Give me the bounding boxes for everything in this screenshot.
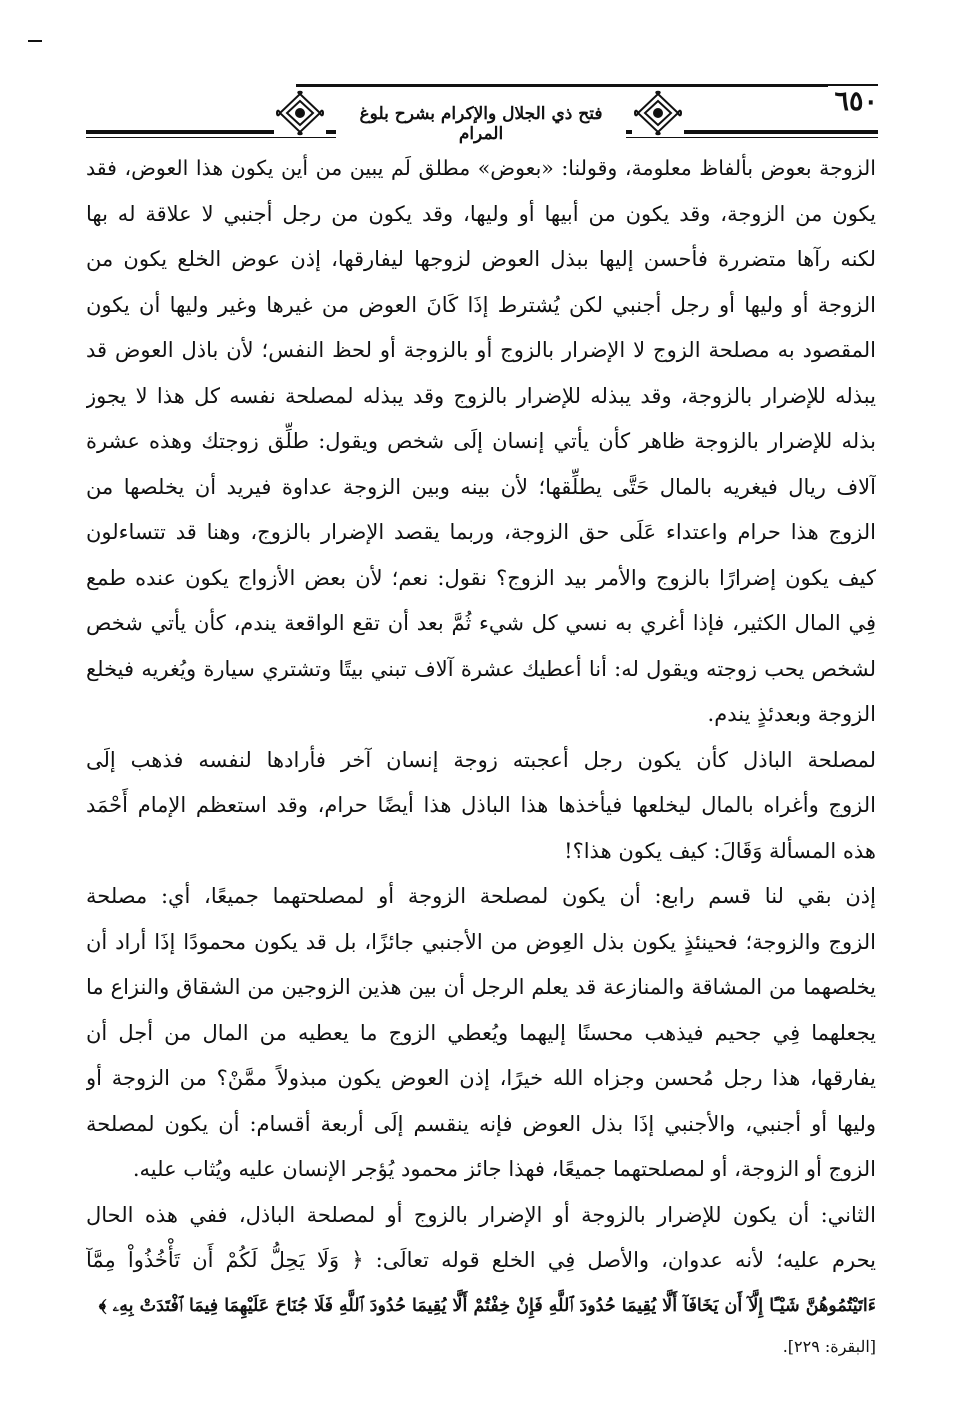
running-title: فتح ذي الجلال والإكرام بشرح بلوغ المرام — [336, 104, 626, 144]
text-line: المقصود به مصلحة الزوج لا الإضرار بالزوج أو بالزوجة أو لحظ النفس؛ لأن باذل العوض قد — [86, 338, 876, 362]
header-rule-top — [296, 84, 878, 87]
text-body — [86, 146, 876, 1329]
text-line: يفارقها، هذا رجل مُحسن وجزاه الله خيرًا، إذن العوض يكون مبذولاً ممَّنْ؟ من الزوجة أو — [86, 1066, 876, 1090]
text-line: يكون من الزوجة، وقد يكون من أبيها أو وليها، وقد يكون من رجل أجنبي لا علاقة له بها — [86, 201, 876, 226]
text-line: لشخص يحب زوجته ويقول له: أنا أعطيك عشرة آلاف تبني بيتًا وتشتري سيارة ويُغريه فيخلع — [86, 656, 876, 681]
text-line: كيف يكون إضرارًا بالزوج والأمر بيد الزوج؟ نقول: نعم؛ لأن بعض الأزواج يكون عنده طمع — [86, 565, 876, 590]
text-line: يبذله للإضرار بالزوجة، وقد يبذله للإضرار بالزوج وقد يبذله لمصلحة نفسه كل هذا لا يجوز — [86, 383, 876, 408]
text-line: يجعلهما فِي جحيم فيذهب محسنًا إليهما ويُعطي الزوج ما يعطيه من المال من أجل أن — [86, 1020, 876, 1045]
text-line: الثاني: أن يكون للإضرار بالزوجة أو الإضرار بالزوج أو لمصلحة الباذل، ففي هذه الحال — [86, 1202, 876, 1227]
text-line: الزوج وأغراه بالمال ليخلعها فيأخذها هذا الباذل هذا أيضًا حرام، وقد استعظم الإمام أَحْمَد — [86, 793, 876, 817]
text-line: الزوج أو الزوجة، أو لمصلحتهما جميعًا، فهذا جائز محمود يُؤجر الإنسان عليه ويُثاب عليه. — [132, 1157, 876, 1181]
text-line: لكنه رآها متضررة فأحسن إليها ببذل العوض لزوجها ليفارقها، إذن عوض الخلع يكون من — [86, 247, 876, 271]
text-line: الزوج هذا حرام واعتداء عَلَى حق الزوجة، وربما يقصد الإضرار بالزوج، وهنا قد تتساءلون — [86, 520, 876, 544]
text-line: الزوج والزوجة؛ فحينئذٍ يكون بذل العِوض من الأجنبي جائزًا، بل قد يكون محمودًا إذَا أراد أن — [86, 929, 876, 954]
text-line: يحرم عليه؛ لأنه عدوان، والأصل فِي الخلع قوله تعالَى: ﴿ وَلَا يَحِلُّ لَكُمْ أَن تَأْخُذُواْ مِمَّآ — [86, 1248, 876, 1272]
text-line: إذن بقي لنا قسم رابع: أن يكون لمصلحة الزوجة أو لمصلحتهما جميعًا، أي: مصلحة — [86, 884, 876, 908]
text-line: بذله للإضرار بالزوجة ظاهر كأن يأتي إنسان إلَى شخص ويقول: طلِّق زوجتك وهذه عشرة — [86, 429, 876, 453]
text-line: وليها أو أجنبي، والأجنبي إذَا بذل العوض فإنه ينقسم إلَى أربعة أقسام: أن يكون لمصلحة — [86, 1111, 876, 1136]
text-line: الزوجة أو وليها أو رجل أجنبي لكن يُشترط إذَا كَانَ العوض من غيرها وغير وليها أن يكون — [86, 292, 876, 317]
floral-ornament-icon — [632, 90, 684, 136]
text-line: الزوجة وبعدئذٍ يندم. — [707, 702, 876, 726]
text-line: يخلصهما من المشاقة والمنازعة قد يعلم الرجل أن بين هذين الزوجين من الشقاق والنزاع ما — [86, 975, 876, 999]
text-line: الزوجة بعوض بألفاظ معلومة، وقولنا: «بعوض» مطلق لَم يبين من أين يكون هذا العوض، فقد — [86, 156, 876, 180]
floral-ornament-icon — [274, 90, 326, 136]
quran-verse-line: ءَاتَيْتُمُوهُنَّ شَيْـًٔا إِلَّآ أَن يَخَافَآ أَلَّا يُقِيمَا حُدُودَ ٱللَّهِ فَإِنْ خِفْتُمْ أَلَّا يُقِيمَا حُدُودَ ٱللَّهِ فَلَا جُنَاحَ عَلَيْهِمَا فِيمَا ٱفْتَدَتْ بِهِۦ ﴾ — [98, 1295, 876, 1316]
text-line: آلاف ريال فيغريه بالمال حَتَّى يطلِّقها؛ لأن بينه وبين الزوجة عداوة فيريد أن يخلصها من — [86, 474, 876, 499]
page-corner-mark — [28, 40, 42, 42]
page-header — [86, 84, 878, 144]
verse-reference: [البقرة: ٢٢٩]. — [782, 1337, 876, 1356]
text-line: هذه المسألة وَقَالَ: كيف يكون هذا؟! — [564, 838, 876, 863]
page-number: ٦٥٠ — [828, 86, 878, 117]
text-line: فِي المال الكثير، فإذا أغري به نسي كل شيء ثُمَّ بعد أن تقع الواقعة يندم، كأن يأتي شخص — [86, 611, 876, 635]
text-line: لمصلحة الباذل كأن يكون رجل أعجبته زوجة إنسان آخر فأرادها لنفسه فذهب إلَى — [86, 747, 876, 772]
